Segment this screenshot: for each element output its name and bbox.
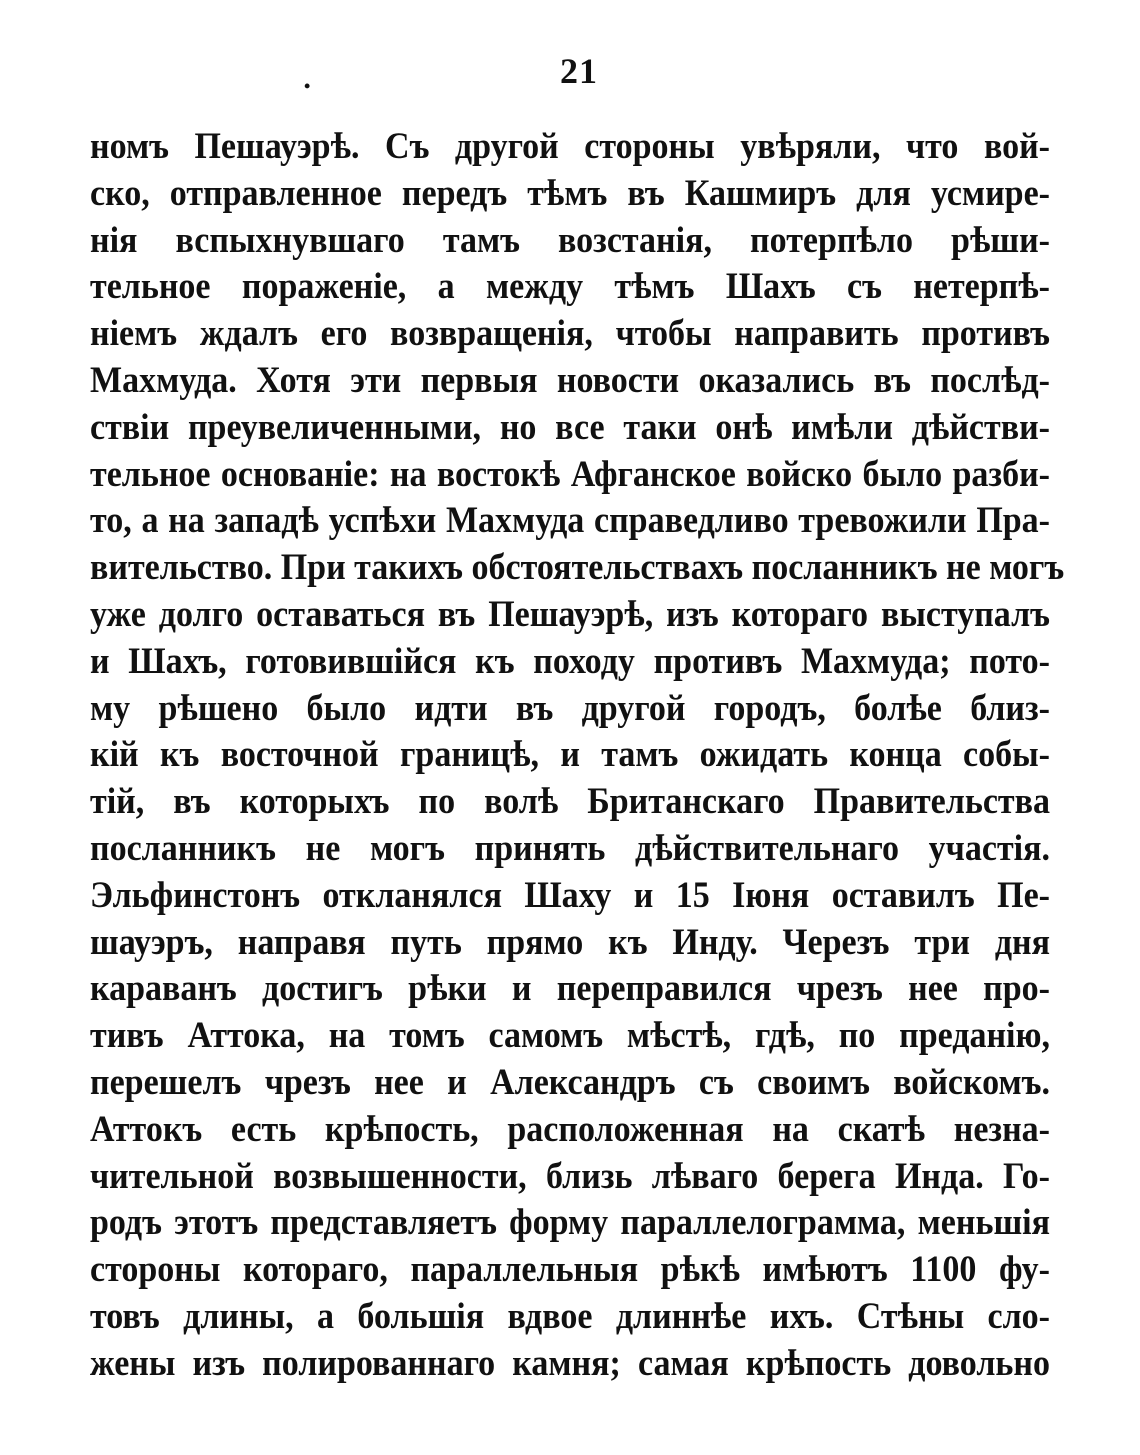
text-line: ствіи преувеличенными, но все таки онѣ имѣли дѣйстви- (90, 407, 1050, 448)
text-line: чительной возвышенности, близь лѣваго берега Инда. Го- (90, 1155, 1050, 1196)
text-line: вительство. При такихъ обстоятельствахъ посланникъ не могъ (90, 547, 1065, 588)
text-line: нія вспыхнувшаго тамъ возстанія, потерпѣло рѣши- (90, 220, 1050, 261)
text-line: Махмуда. Хотя эти первыя новости оказались въ послѣд- (90, 360, 1050, 401)
text-line: Аттокъ есть крѣпость, расположенная на скатѣ незна- (90, 1109, 1050, 1150)
text-line: ніемъ ждалъ его возвращенія, чтобы направить противъ (90, 313, 1050, 354)
text-line: жены изъ полированнаго камня; самая крѣпость довольно (90, 1343, 1050, 1384)
text-line: кій къ восточной границѣ, и тамъ ожидать конца собы- (90, 734, 1050, 775)
text-line: му рѣшено было идти въ другой городъ, болѣе близ- (90, 688, 1050, 728)
text-line: тивъ Аттока, на томъ самомъ мѣстѣ, гдѣ, по преданію, (90, 1015, 1050, 1056)
text-line: шауэръ, направя путь прямо къ Инду. Черезъ три дня (90, 921, 1050, 962)
text-line: тій, въ которыхъ по волѣ Британскаго Правительства (90, 781, 1050, 822)
text-line: ско, отправленное передъ тѣмъ въ Кашмиръ для усмире- (90, 173, 1050, 214)
text-line: Эльфинстонъ откланялся Шаху и 15 Іюня оставилъ Пе- (90, 875, 1050, 916)
text-line: то, а на западѣ успѣхи Махмуда справедливо тревожили Пра- (90, 500, 1050, 541)
body-text (90, 124, 1065, 1388)
text-line: родъ этотъ представляетъ форму параллелограмма, меньшія (90, 1202, 1050, 1243)
text-line: караванъ достигъ рѣки и переправился чрезъ нее про- (90, 968, 1050, 1009)
text-line: и Шахъ, готовившійся къ походу противъ Махмуда; пото- (90, 641, 1050, 682)
text-line: номъ Пешауэрѣ. Съ другой стороны увѣряли, что вой- (90, 126, 1050, 167)
text-line: тельное основаніе: на востокѣ Афганское войско было разби- (90, 454, 1050, 494)
print-speck: • (304, 76, 311, 96)
text-line: уже долго оставаться въ Пешауэрѣ, изъ котораго выступалъ (90, 594, 1050, 635)
text-line: тельное пораженіе, а между тѣмъ Шахъ съ нетерпѣ- (90, 266, 1050, 307)
text-line: стороны котораго, параллельныя рѣкѣ имѣютъ 1100 фу- (90, 1249, 1050, 1290)
page-number: 21 (560, 51, 598, 91)
text-line: перешелъ чрезъ нее и Александръ съ своимъ войскомъ. (90, 1062, 1050, 1103)
text-line: посланникъ не могъ принять дѣйствительнаго участія. (90, 828, 1050, 869)
text-line: товъ длины, а большія вдвое длиннѣе ихъ. Стѣны сло- (90, 1296, 1050, 1337)
